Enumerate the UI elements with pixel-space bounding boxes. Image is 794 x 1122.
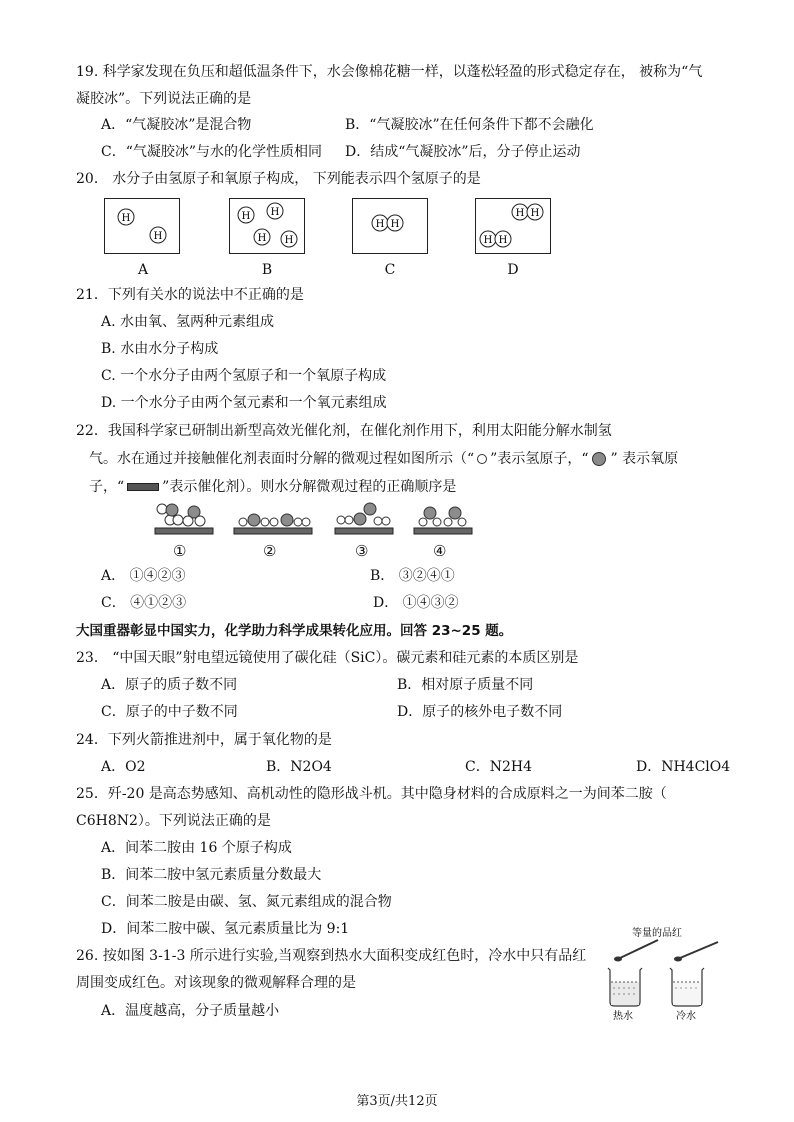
q25-option-d: D．间苯二胺中碳、氢元素质量比为 9:1 [101,921,350,937]
svg-text:H: H [515,208,525,219]
svg-text:H: H [241,211,251,222]
catalyst-icon [127,483,159,491]
q26-stem-line1: 26. 按如图 3-1-3 所示进行实验,当观察到热水大面积变成红色时，冷水中只有品红 [76,948,587,964]
q19-stem-line1: 19. 科学家发现在负压和超低温条件下，水会像棉花糖一样，以蓬松轻盈的形式稳定存在， 被称为“气 [76,64,703,80]
dropper-left [620,940,658,958]
svg-text:H: H [390,219,400,230]
q22-step-label-4: ④ [433,542,447,560]
q21-option-d: D. 一个水分子由两个氢元素和一个氧元素组成 [101,395,387,411]
h-atom [512,204,528,220]
q22-step-label-1: ① [173,542,187,560]
q23-stem: 23． “中国天眼”射电望远镜使用了碳化硅（SiC）。碳元素和硅元素的本质区别是 [76,650,579,666]
h-atom [118,209,134,225]
h-atom [238,207,254,223]
q22-stem-line2: 气。水在通过并接触催化剂表面时分解的微观过程如图所示（“ ”表示氢原子，“ ” 表示氧原 [89,451,679,467]
q26-stem-line2: 周围变成红色。对该现象的微观解释合理的是 [76,975,356,991]
q20-figure-b [229,198,305,254]
q26-beaker-figure [600,922,730,1022]
h-atom [387,215,403,231]
q21-stem: 21．下列有关水的说法中不正确的是 [76,287,304,303]
q25-option-b: B．间苯二胺中氢元素质量分数最大 [101,867,322,883]
q20-label-d: D [507,262,519,278]
h-atom [480,231,496,247]
h-atom [254,229,270,245]
q22-figure-1 [155,504,213,534]
q22-process-figures [150,500,490,540]
q22-step-label-2: ② [263,542,277,560]
h-atom [281,231,297,247]
q20-stem: 20． 水分子由氢原子和氧原子构成， 下列能表示四个氢原子的是 [76,171,481,187]
q23-option-d: D．原子的核外电子数不同 [397,704,563,720]
q20-figure-a [104,198,180,254]
q23-option-b: B．相对原子质量不同 [397,677,534,693]
q24-stem: 24．下列火箭推进剂中，属于氧化物的是 [76,732,332,748]
q23-option-a: A．原子的质子数不同 [101,677,238,693]
q22-option-c: C． ④①②③ [101,595,187,611]
q24-option-d: D．NH4ClO4 [636,759,731,775]
q20-label-b: B [261,262,273,278]
q22-figure-3 [335,503,393,534]
q22-step-label-3: ③ [355,542,369,560]
svg-text:H: H [284,235,294,246]
q24-option-b: B．N2O4 [266,759,332,775]
q24-option-c: C．N2H4 [465,759,532,775]
cold-water-label: 冷水 [676,1011,696,1022]
q25-option-a: A．间苯二胺由 16 个原子构成 [101,840,292,856]
q26-figure-caption: 等量的品红 [632,928,682,939]
q22-option-b: B． ③②④① [370,568,455,584]
q22-figure-4 [414,507,472,534]
dropper-right [680,942,718,958]
q20-figure-c-atoms [353,199,427,253]
q24-option-a: A．O2 [101,759,146,775]
section-heading: 大国重器彰显中国实力，化学助力科学成果转化应用。回答 23~25 题。 [76,623,513,639]
q25-option-c: C．间苯二胺是由碳、氢、氮元素组成的混合物 [101,894,392,910]
q22-stem-line1: 22．我国科学家已研制出新型高效光催化剂，在催化剂作用下，利用太阳能分解水制氢 [76,423,612,439]
h-atom [150,227,166,243]
hydrogen-atom-icon [477,454,487,464]
q20-figure-d [475,198,551,254]
svg-text:H: H [498,235,508,246]
svg-text:H: H [153,231,163,242]
h-atom [372,215,388,231]
h-atom [267,203,283,219]
q19-option-c: C．“气凝胶冰”与水的化学性质相同 [101,144,323,160]
svg-text:H: H [257,233,267,244]
q20-label-a: A [137,262,149,278]
q20-figure-b-atoms [230,199,304,253]
svg-text:H: H [270,207,280,218]
q20-figure-c [352,198,428,254]
page-footer: 第3页/共12页 [356,1094,438,1109]
svg-text:H: H [375,219,385,230]
q26-option-a: A．温度越高，分子质量越小 [101,1003,280,1019]
q25-stem-line2: C6H8N2）。下列说法正确的是 [76,813,271,829]
svg-text:H: H [483,235,493,246]
q20-figure-a-atoms [105,199,179,253]
q23-option-c: C．原子的中子数不同 [101,704,238,720]
svg-text:H: H [530,208,540,219]
q19-option-b: B．“气凝胶冰”在任何条件下都不会融化 [345,117,594,133]
q22-option-a: A． ①④②③ [101,568,186,584]
q20-figure-d-atoms [476,199,550,253]
q19-option-d: D．结成“气凝胶冰”后，分子停止运动 [345,144,581,160]
q20-label-c: C [384,262,396,278]
q22-stem-line3: 子，“ ”表示催化剂）。则水分解微观过程的正确顺序是 [89,479,457,495]
cold-water-beaker [670,968,704,1006]
q21-option-c: C. 一个水分子由两个氢原子和一个氧原子构成 [101,368,387,384]
hot-water-beaker [608,968,642,1006]
oxygen-atom-icon [592,452,606,466]
q22-option-d: D． ①④③② [373,595,459,611]
h-atom [527,204,543,220]
q19-stem-line2: 凝胶冰”。下列说法正确的是 [76,91,252,107]
q21-option-b: B. 水由水分子构成 [101,341,219,357]
q21-option-a: A. 水由氧、氢两种元素组成 [101,314,275,330]
svg-text:H: H [121,213,131,224]
q22-figure-2 [234,514,312,534]
q19-option-a: A．“气凝胶冰”是混合物 [101,117,252,133]
q25-stem-line1: 25．歼-20 是高态势感知、高机动性的隐形战斗机。其中隐身材料的合成原料之一为间苯二胺（ [76,786,667,802]
h-atom [495,231,511,247]
hot-water-label: 热水 [613,1011,633,1022]
